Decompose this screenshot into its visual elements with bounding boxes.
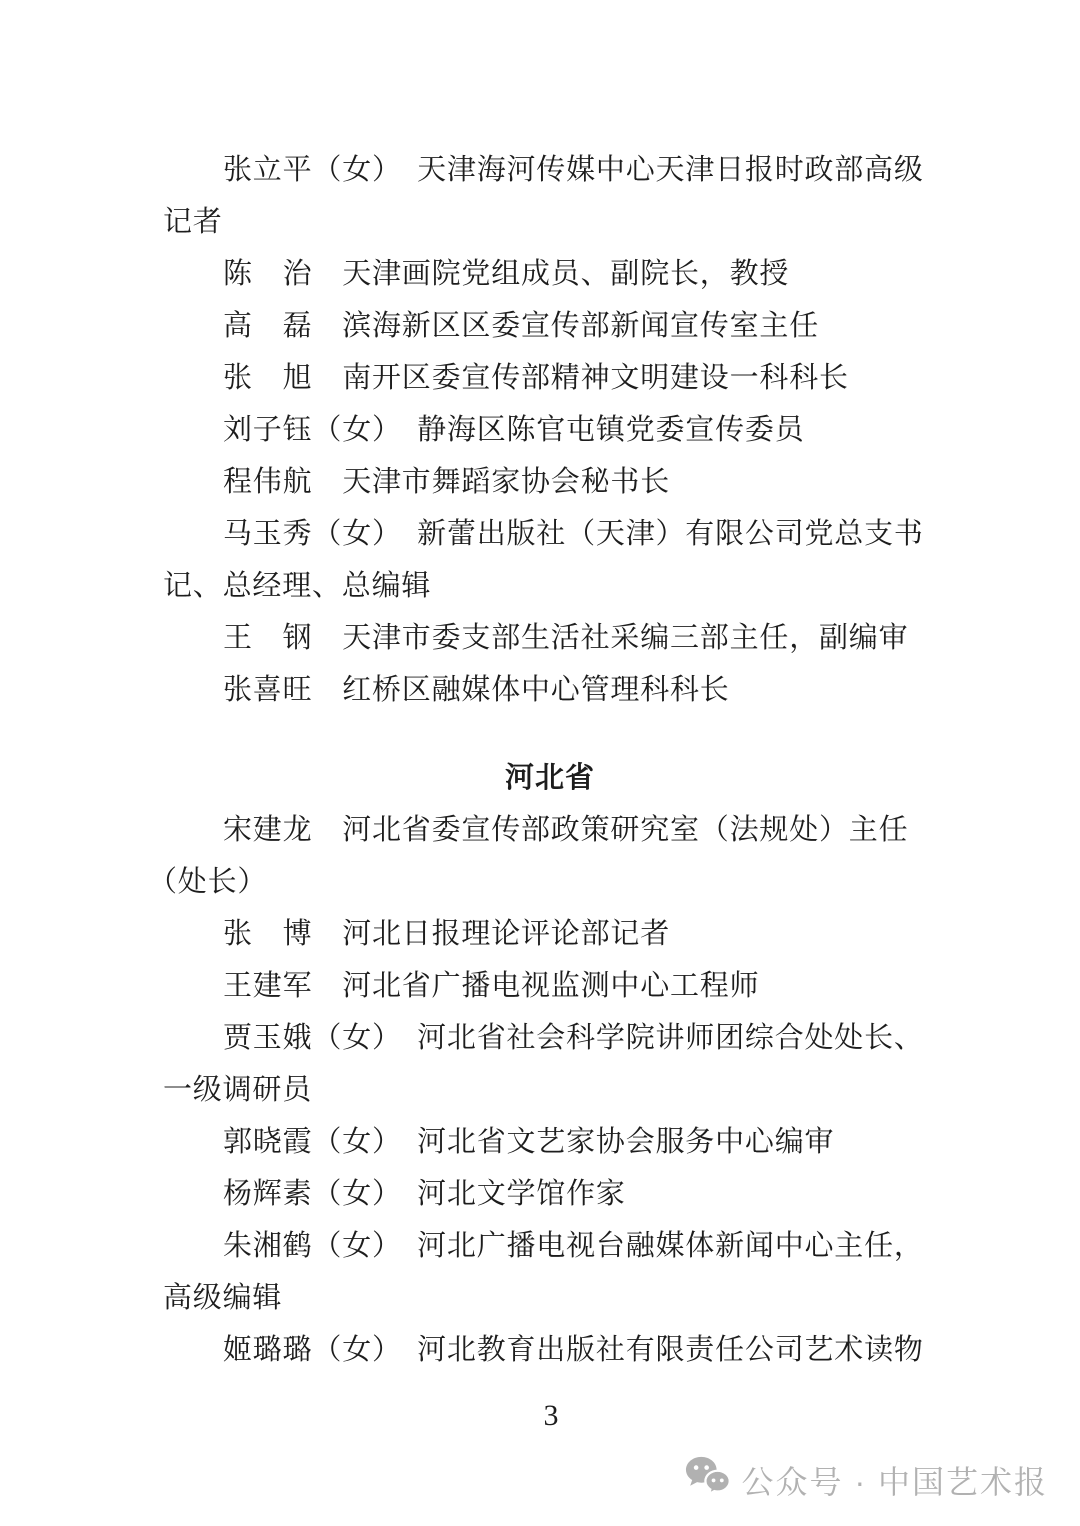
watermark (685, 1458, 1048, 1502)
document-line: 刘子钰（女） 静海区陈官屯镇党委宣传委员 (223, 414, 805, 446)
document-line: 程伟航 天津市舞蹈家协会秘书长 (223, 466, 671, 498)
document-line: （处长） (148, 866, 268, 898)
section-header: 河北省 (504, 762, 595, 794)
watermark-text: 公众号 · 中国艺术报 (741, 1464, 1048, 1500)
document-line: 杨辉素（女） 河北文学馆作家 (223, 1178, 626, 1210)
document-line: 张 博 河北日报理论评论部记者 (223, 918, 671, 950)
document-line: 王 钢 天津市委支部生活社采编三部主任，副编审 (223, 622, 909, 654)
document-line: 高 磊 滨海新区区委宣传部新闻宣传室主任 (223, 310, 820, 342)
document-body (148, 144, 937, 1376)
document-line: 张立平（女） 天津海河传媒中心天津日报时政部高级 (223, 154, 924, 186)
document-line: 王建军 河北省广播电视监测中心工程师 (223, 970, 760, 1002)
document-line: 朱湘鹤（女） 河北广播电视台融媒体新闻中心主任， (223, 1230, 924, 1262)
document-line: 宋建龙 河北省委宣传部政策研究室（法规处）主任 (223, 814, 909, 846)
document-line: 张喜旺 红桥区融媒体中心管理科科长 (223, 674, 730, 706)
document-line: 高级编辑 (163, 1282, 283, 1314)
wechat-icon (685, 1455, 731, 1505)
document-line: 郭晓霞（女） 河北省文艺家协会服务中心编审 (223, 1126, 835, 1158)
document-line: 记者 (163, 206, 223, 238)
document-line: 姬璐璐（女） 河北教育出版社有限责任公司艺术读物 (223, 1334, 924, 1366)
page-number: 3 (543, 1399, 559, 1432)
document-line: 贾玉娥（女） 河北省社会科学院讲师团综合处处长、 (223, 1022, 924, 1054)
document-line: 一级调研员 (163, 1074, 313, 1106)
document-line: 张 旭 南开区委宣传部精神文明建设一科科长 (223, 362, 849, 394)
document-line: 陈 治 天津画院党组成员、副院长，教授 (223, 258, 790, 290)
document-line: 马玉秀（女） 新蕾出版社（天津）有限公司党总支书 (223, 518, 924, 550)
document-line: 记、总经理、总编辑 (163, 570, 432, 602)
